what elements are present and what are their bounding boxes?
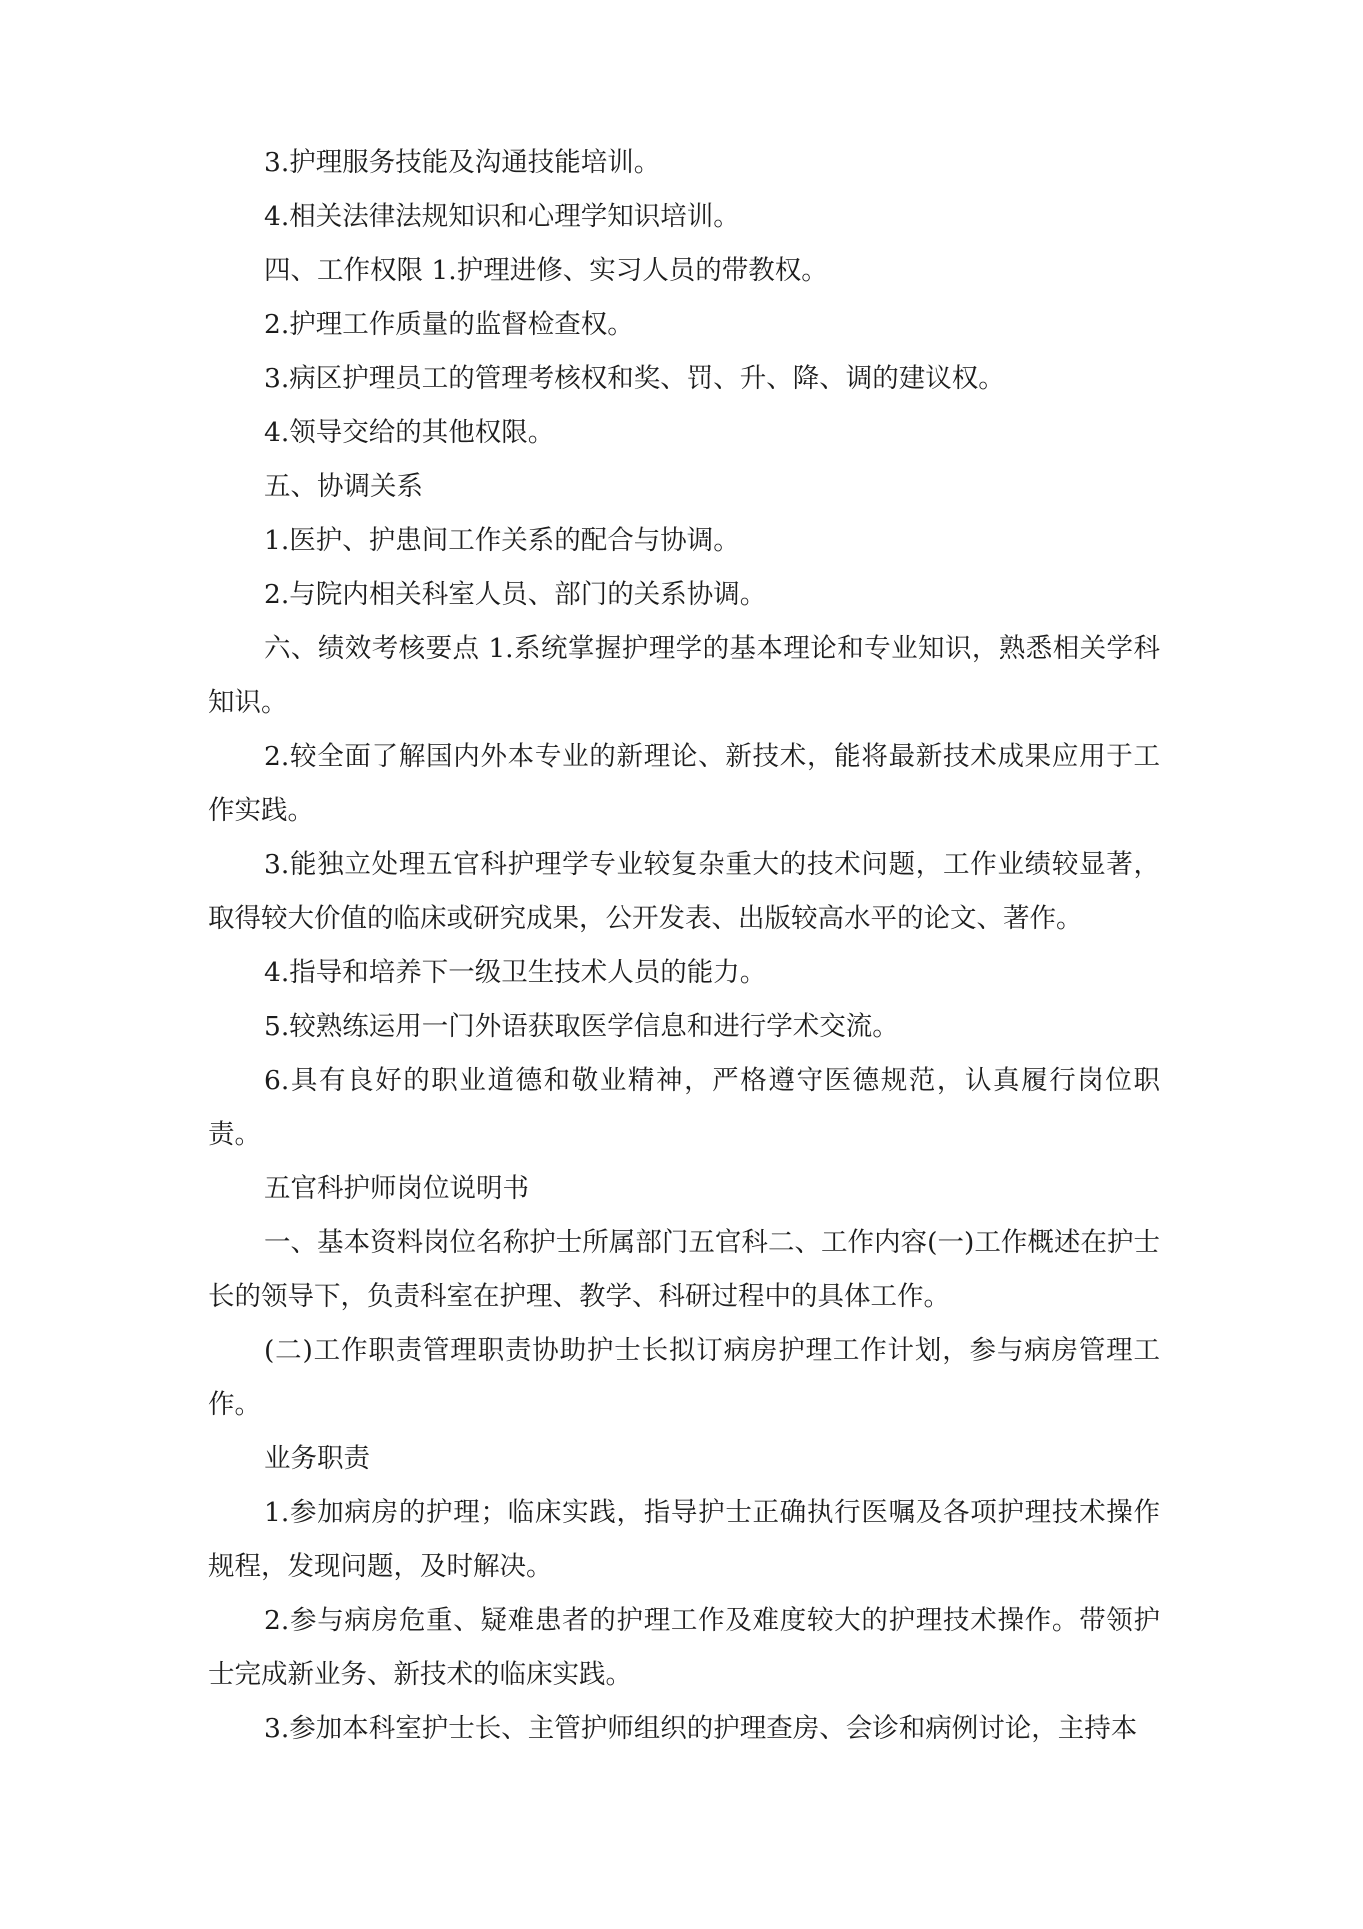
paragraph: 4.指导和培养下一级卫生技术人员的能力。 xyxy=(264,957,767,988)
paragraph: 4.领导交给的其他权限。 xyxy=(264,417,555,448)
paragraph: 2.参与病房危重、疑难患者的护理工作及难度较大的护理技术操作。带领护士完成新业务、新技术的临床实践。 xyxy=(208,1605,1160,1690)
paragraph: 2.护理工作质量的监督检查权。 xyxy=(264,309,634,340)
section-heading: 业务职责 xyxy=(264,1443,370,1474)
paragraph: 3.能独立处理五官科护理学专业较复杂重大的技术问题，工作业绩较显著，取得较大价值的临床或研究成果，公开发表、出版较高水平的论文、著作。 xyxy=(208,849,1160,934)
paragraph: 一、基本资料岗位名称护士所属部门五官科二、工作内容(一)工作概述在护士长的领导下，负责科室在护理、教学、科研过程中的具体工作。 xyxy=(208,1227,1160,1312)
paragraph: 6.具有良好的职业道德和敬业精神，严格遵守医德规范，认真履行岗位职责。 xyxy=(208,1065,1160,1150)
paragraph: 3.参加本科室护士长、主管护师组织的护理查房、会诊和病例讨论，主持本 xyxy=(264,1713,1138,1744)
paragraph: 5.较熟练运用一门外语获取医学信息和进行学术交流。 xyxy=(264,1011,899,1042)
paragraph: 六、绩效考核要点 1.系统掌握护理学的基本理论和专业知识，熟悉相关学科知识。 xyxy=(208,633,1160,718)
paragraph: 2.较全面了解国内外本专业的新理论、新技术，能将最新技术成果应用于工作实践。 xyxy=(208,741,1160,826)
paragraph: 4.相关法律法规知识和心理学知识培训。 xyxy=(264,201,740,232)
paragraph: 3.护理服务技能及沟通技能培训。 xyxy=(264,147,661,178)
paragraph: 1.参加病房的护理；临床实践，指导护士正确执行医嘱及各项护理技术操作规程，发现问题，及时解决。 xyxy=(208,1497,1160,1582)
paragraph: 1.医护、护患间工作关系的配合与协调。 xyxy=(264,525,740,556)
section-heading: 五、协调关系 xyxy=(264,471,423,502)
document-subtitle: 五官科护师岗位说明书 xyxy=(264,1173,529,1204)
paragraph: (二)工作职责管理职责协助护士长拟订病房护理工作计划，参与病房管理工作。 xyxy=(208,1335,1160,1420)
paragraph: 3.病区护理员工的管理考核权和奖、罚、升、降、调的建议权。 xyxy=(264,363,1005,394)
paragraph: 四、工作权限 1.护理进修、实习人员的带教权。 xyxy=(264,255,828,286)
paragraph: 2.与院内相关科室人员、部门的关系协调。 xyxy=(264,579,767,610)
document-body xyxy=(208,136,1160,1756)
